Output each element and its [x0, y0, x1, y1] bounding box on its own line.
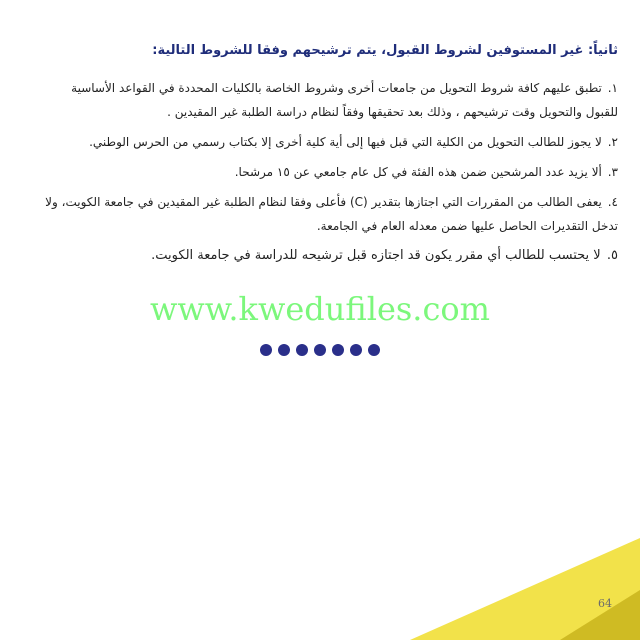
item-number: ٢. — [607, 135, 618, 149]
item-number: ٣. — [607, 165, 618, 179]
item-number: ٤. — [607, 195, 618, 209]
item-number: ١. — [607, 81, 618, 95]
divider-dot — [368, 344, 380, 356]
page-corner-decoration — [410, 530, 640, 640]
item-text-line: تدخل التقديرات الحاصل عليها ضمن معدله العام في الجامعة. — [316, 219, 618, 233]
list-item-2 — [22, 130, 618, 154]
divider-dot — [296, 344, 308, 356]
list-item-4 — [22, 190, 618, 238]
document-body — [22, 40, 618, 274]
divider-dot — [314, 344, 326, 356]
page-number: 64 — [598, 597, 612, 610]
item-text-line: لا يحتسب للطالب أي مقرر يكون قد اجتازه قبل ترشيحه للدراسة في جامعة الكويت. — [151, 248, 601, 263]
divider-dot — [332, 344, 344, 356]
section-heading: ثانياً: غير المستوفين لشروط القبول، يتم ترشيحهم وفقا للشروط التالية: — [152, 43, 618, 58]
item-text-line: لا يجوز للطالب التحويل من الكلية التي قبل فيها إلى أية كلية أخرى إلا بكتاب رسمي من الحرس الوطني. — [89, 135, 602, 149]
list-item-3 — [22, 160, 618, 184]
list-item-1 — [22, 76, 618, 124]
divider-dot — [350, 344, 362, 356]
item-text-line: يعفى الطالب من المقررات التي اجتازها بتقدير (C) فأعلى وفقا لنظام الطلبة غير المقيدين في جامعة الكويت، ولا — [45, 195, 602, 209]
watermark-url: www.kwedufiles.com — [150, 290, 490, 328]
dot-divider — [0, 344, 640, 356]
item-text-line: للقبول والتحويل وقت ترشيحهم ، وذلك بعد تحقيقها وفقاً لنظام دراسة الطلبة غير المقيدين . — [167, 105, 618, 119]
divider-dot — [278, 344, 290, 356]
list-item-5 — [22, 244, 618, 268]
item-text-line: تطبق عليهم كافة شروط التحويل من جامعات أخرى وشروط الخاصة بالكليات المحددة في القواعد الأساسية — [71, 81, 602, 95]
divider-dot — [260, 344, 272, 356]
item-text-line: ألا يزيد عدد المرشحين ضمن هذه الفئة في كل عام جامعي عن ١٥ مرشحا. — [234, 165, 602, 179]
item-number: ٥. — [606, 248, 618, 263]
